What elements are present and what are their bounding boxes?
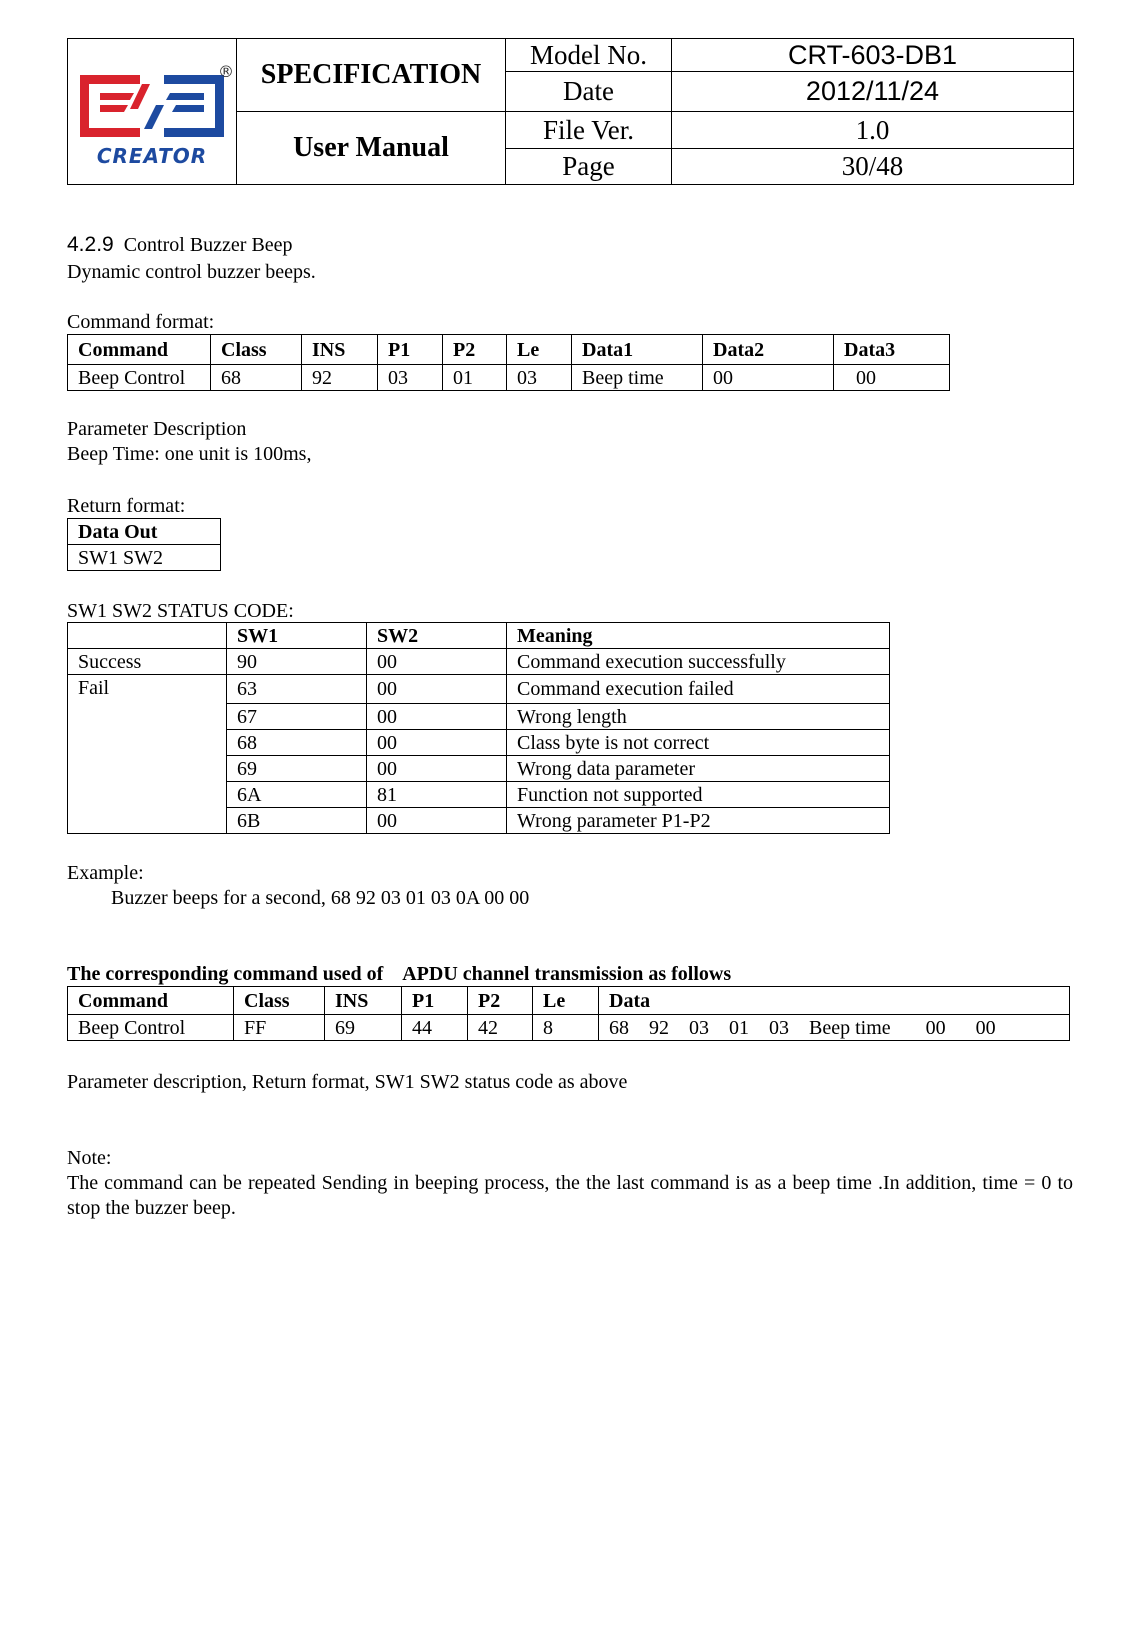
example-text: Buzzer beeps for a second, 68 92 03 01 03 0A 00 00	[111, 887, 530, 909]
cell: 67	[227, 704, 367, 730]
apdu-heading: The corresponding command used of APDU channel transmission as follows	[67, 963, 732, 985]
cell: Beep Control	[68, 365, 211, 391]
after-apdu-text: Parameter description, Return format, SW1 SW2 status code as above	[67, 1071, 628, 1093]
cell: Command execution failed	[507, 675, 890, 704]
cell: 8	[533, 1015, 599, 1041]
cell: 6B	[227, 808, 367, 834]
header-cell: Le	[533, 987, 599, 1015]
cell: 44	[402, 1015, 468, 1041]
status-fail-label: Fail	[68, 675, 227, 834]
cell: SW1 SW2	[68, 545, 221, 571]
cell: Wrong parameter P1-P2	[507, 808, 890, 834]
command-format-table	[67, 334, 950, 391]
cell: 81	[367, 782, 507, 808]
header-cell: Class	[211, 335, 302, 365]
header-cell: Data3	[834, 335, 950, 365]
cell: 00	[703, 365, 834, 391]
model-value: CRT-603-DB1	[672, 39, 1074, 72]
header-cell: Class	[234, 987, 325, 1015]
cell: 00	[367, 704, 507, 730]
cell: 42	[468, 1015, 533, 1041]
date-value: 2012/11/24	[672, 72, 1074, 112]
header-cell: P2	[468, 987, 533, 1015]
table-header-row	[68, 623, 890, 649]
header-cell: SW1	[227, 623, 367, 649]
cell: 69	[325, 1015, 402, 1041]
cell: 03	[507, 365, 572, 391]
cell: Class byte is not correct	[507, 730, 890, 756]
logo-wordmark: CREATOR	[96, 144, 208, 168]
cell: 92	[302, 365, 378, 391]
filever-value: 1.0	[672, 112, 1074, 149]
status-code-table	[67, 622, 890, 834]
section-title: Control Buzzer Beep	[123, 234, 293, 256]
cell: Wrong length	[507, 704, 890, 730]
filever-label: File Ver.	[506, 112, 672, 149]
header-cell: Meaning	[507, 623, 890, 649]
cell: Wrong data parameter	[507, 756, 890, 782]
cell: Function not supported	[507, 782, 890, 808]
date-label: Date	[506, 72, 672, 112]
cell: 00	[834, 365, 950, 391]
cell: 03	[378, 365, 443, 391]
header-cell: SW2	[367, 623, 507, 649]
page-label: Page	[506, 149, 672, 185]
cell: Command execution successfully	[507, 649, 890, 675]
document-header	[67, 38, 1074, 185]
note-label: Note:	[67, 1147, 112, 1169]
apdu-command-table	[67, 986, 1070, 1041]
command-format-label: Command format:	[67, 311, 215, 333]
header-cell: Data	[599, 987, 1070, 1015]
section-number: 4.2.9	[67, 233, 114, 256]
cell: 68 92 03 01 03 Beep time 00 00	[599, 1015, 1070, 1041]
cell: 00	[367, 675, 507, 704]
section-description: Dynamic control buzzer beeps.	[67, 261, 316, 283]
cell: 90	[227, 649, 367, 675]
header-cell: Command	[68, 987, 234, 1015]
cell: 01	[443, 365, 507, 391]
example-label: Example:	[67, 862, 144, 884]
registered-mark: ®	[218, 62, 234, 81]
cell: Beep time	[572, 365, 703, 391]
table-row	[68, 675, 890, 704]
cell: FF	[234, 1015, 325, 1041]
section-heading	[67, 233, 293, 257]
parameter-label: Parameter Description	[67, 418, 247, 440]
note-text: The command can be repeated Sending in beeping process, the the last command is as a beep time .In addition, time = 0 to stop the buzzer beep.	[67, 1172, 1073, 1219]
cell: 00	[367, 649, 507, 675]
company-logo	[68, 39, 237, 185]
table-row	[68, 649, 890, 675]
header-cell: INS	[302, 335, 378, 365]
status-success-label: Success	[68, 649, 227, 675]
header-cell: P1	[378, 335, 443, 365]
cell: 68	[227, 730, 367, 756]
header-cell: Data2	[703, 335, 834, 365]
header-cell: Data Out	[68, 519, 221, 545]
header-cell	[68, 623, 227, 649]
header-cell: P1	[402, 987, 468, 1015]
spec-title: SPECIFICATION	[237, 39, 506, 112]
cell: 00	[367, 756, 507, 782]
cell: 68	[211, 365, 302, 391]
manual-title: User Manual	[237, 112, 506, 185]
model-label: Model No.	[506, 39, 672, 72]
cell: 00	[367, 730, 507, 756]
table-row	[68, 1015, 1070, 1041]
cell: Beep Control	[68, 1015, 234, 1041]
header-cell: P2	[443, 335, 507, 365]
header-cell: Command	[68, 335, 211, 365]
page-value: 30/48	[672, 149, 1074, 185]
header-cell: Le	[507, 335, 572, 365]
table-row	[68, 365, 950, 391]
creator-logo-icon	[72, 39, 232, 179]
cell: 00	[367, 808, 507, 834]
table-header-row	[68, 335, 950, 365]
return-format-table	[67, 518, 221, 571]
cell: 63	[227, 675, 367, 704]
header-cell: Data1	[572, 335, 703, 365]
parameter-text: Beep Time: one unit is 100ms,	[67, 443, 312, 465]
status-code-label: SW1 SW2 STATUS CODE:	[67, 600, 294, 622]
cell: 69	[227, 756, 367, 782]
cell: 6A	[227, 782, 367, 808]
table-header-row	[68, 987, 1070, 1015]
return-format-label: Return format:	[67, 495, 186, 517]
header-cell: INS	[325, 987, 402, 1015]
